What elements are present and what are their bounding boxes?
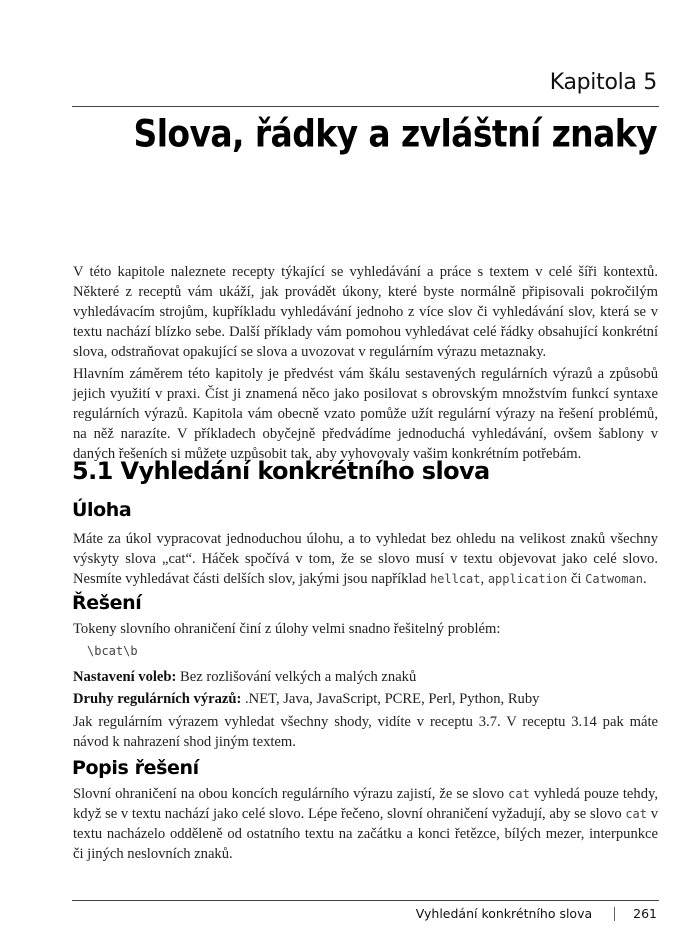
separator-text: , [480,571,488,587]
discussion-heading: Popis řešení [72,757,199,779]
page-footer [416,906,657,921]
task-paragraph [73,529,658,589]
footer-divider [72,900,659,901]
running-title: Vyhledání konkrétního slova [415,906,593,921]
footer-separator [614,907,615,921]
page-number: 261 [633,906,657,921]
intro-paragraph-2: Hlavním záměrem této kapitoly je předvést vám škálu sestavených regulárních výrazů a způsobů jejich využití v praxi. Číst ji znamená něco jako posilovat s obrovským množstvím funkcí syntaxe regulárních výrazů. Kapitola vám obecně vzato pomůže užít regulární výrazy na řešení problémů, na něž narazíte. V příkladech obyčejně předvádíme jednoduchá vyhledávání, ovšem šablony v daných řešeních si můžete uzpůsobit tak, aby vyhovovaly vašim konkrétním potřebám. [73,366,658,462]
chapter-divider [72,106,659,107]
options-value: Bez rozlišování velkých a malých znaků [176,669,417,685]
discussion-text: vyhledá pouze tehdy, když se v textu nachází jako celé slovo. Lépe řečeno, slovní ohraničení vyžadují, aby se slovo [73,786,658,822]
period-text: . [642,571,647,587]
solution-heading: Řešení [72,592,142,614]
inline-code-catwoman: Catwoman [585,572,643,586]
flavors-label: Druhy regulárních výrazů: [73,691,242,707]
solution-intro: Tokeny slovního ohraničení činí z úlohy velmi snadno řešitelný problém: [73,621,501,637]
inline-code-cat: cat [625,807,647,821]
chapter-label: Kapitola 5 [549,70,657,95]
inline-code-application: application [487,572,568,586]
section-title: 5.1 Vyhledání konkrétního slova [72,457,490,485]
regex-code-block: \bcat\b [87,644,138,658]
task-text: Máte za úkol vypracovat jednoduchou úlohu, a to vyhledat bez ohledu na velikost znaků všechny výskyty slova „cat“. Háček spočívá v tom, že se slovo musí v textu objevovat jako celé slovo. Nesmíte vyhledávat části delších slov, jakými jsou například [73,531,658,587]
separator-text: či [567,571,586,587]
flavors-value: .NET, Java, JavaScript, PCRE, Perl, Python, Ruby [241,691,540,707]
chapter-title: Slova, řádky a zvláštní znaky [133,112,657,156]
task-heading: Úloha [72,499,132,521]
options-label: Nastavení voleb: [73,669,177,685]
solution-note: Jak regulárním výrazem vyhledat všechny shody, vidíte v receptu 3.7. V receptu 3.14 pak máte návod k nahrazení shod jiným textem. [73,714,658,750]
discussion-text: v textu nacházelo odděleně od ostatního textu na začátku a konci řetězce, bílých mezer, interpunkce či jiných neslovních znaků. [73,806,658,862]
flavors-line [73,689,658,709]
intro-paragraph-1: V této kapitole naleznete recepty týkající se vyhledávání a práce s textem v celé šíři kontextů. Některé z receptů vám ukáží, jak provádět úkony, které byste normálně připisovali pokročilým vyhledávacím strojům, kupříkladu vyhledávání jednoho z více slov či vyhledávání slov, která se v textu nachází blízko sebe. Další příklady vám pomohou vyhledávat celé řádky obsahující konkrétní slova, odstraňovat opakující se slova a uvozovat v regulárním výrazu metaznaky. [73,264,658,360]
inline-code-cat: cat [508,787,530,801]
inline-code-hellcat: hellcat [429,572,481,586]
options-line [73,667,658,687]
discussion-paragraph [73,784,658,864]
discussion-text: Slovní ohraničení na obou koncích regulárního výrazu zajistí, že se slovo [73,786,509,802]
